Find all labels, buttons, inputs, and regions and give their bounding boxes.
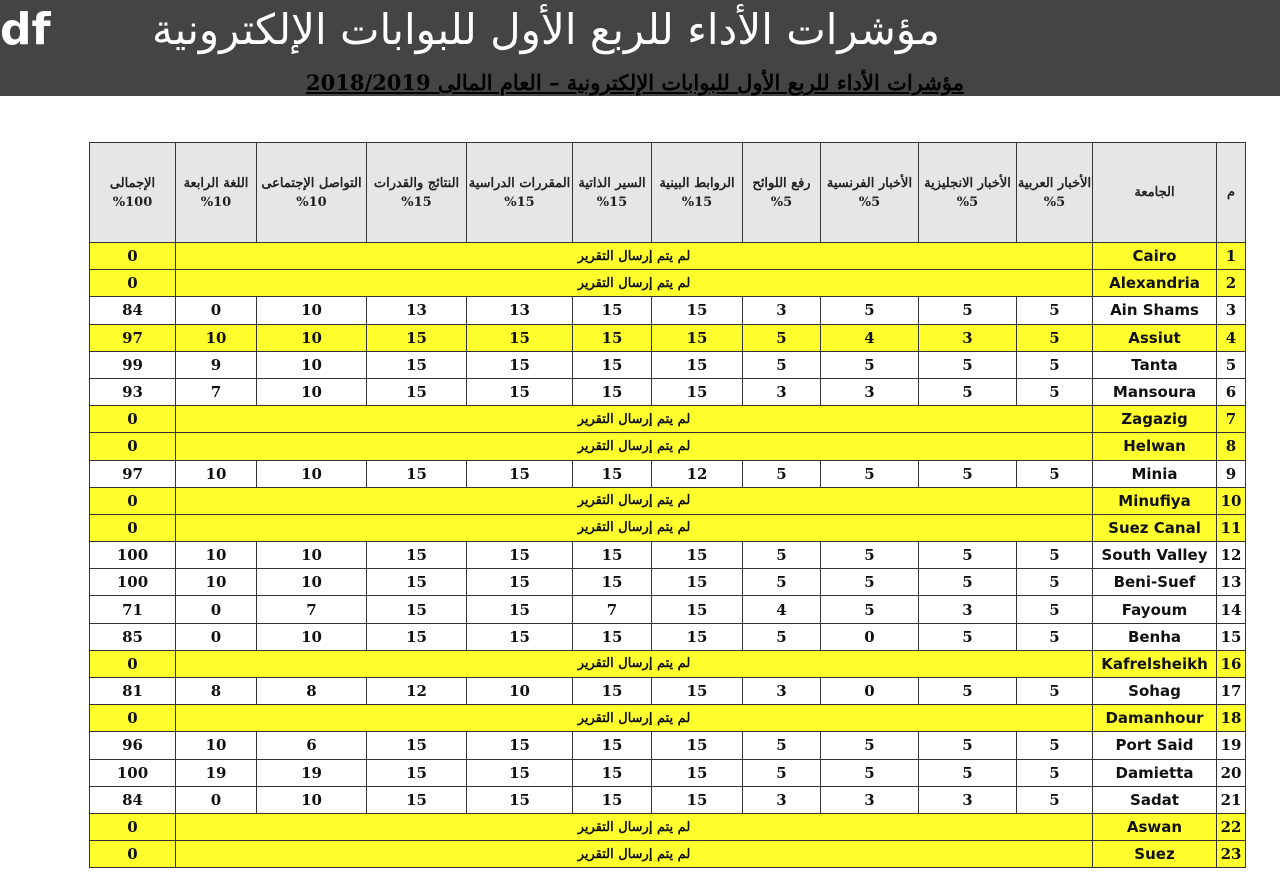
score-links: 15	[652, 569, 743, 596]
table-row	[90, 813, 1246, 840]
score-french-news: 5	[821, 297, 919, 324]
table-row	[90, 433, 1246, 460]
score-courses: 15	[467, 542, 573, 569]
total-score: 0	[90, 705, 176, 732]
total-score: 100	[90, 569, 176, 596]
score-social: 8	[257, 678, 367, 705]
university-name: Fayoum	[1093, 596, 1217, 623]
score-courses: 15	[467, 596, 573, 623]
score-regulations: 3	[743, 378, 821, 405]
score-social: 10	[257, 460, 367, 487]
university-name: Sohag	[1093, 678, 1217, 705]
score-links: 15	[652, 351, 743, 378]
score-social: 7	[257, 596, 367, 623]
score-french-news: 5	[821, 569, 919, 596]
score-french-news: 5	[821, 732, 919, 759]
score-cvs: 15	[573, 786, 652, 813]
header-outputs: النتائج والقدرات %15	[367, 143, 467, 243]
score-cvs: 15	[573, 351, 652, 378]
score-links: 12	[652, 460, 743, 487]
score-social: 10	[257, 542, 367, 569]
table-row	[90, 650, 1246, 677]
score-french-news: 5	[821, 542, 919, 569]
score-courses: 10	[467, 678, 573, 705]
row-number: 23	[1217, 841, 1246, 868]
score-fourth-language: 19	[176, 759, 257, 786]
university-name: South Valley	[1093, 542, 1217, 569]
report-not-sent-note: لم يتم إرسال التقرير	[176, 650, 1093, 677]
score-outputs: 15	[367, 623, 467, 650]
total-score: 100	[90, 759, 176, 786]
total-score: 97	[90, 460, 176, 487]
score-cvs: 15	[573, 324, 652, 351]
score-links: 15	[652, 678, 743, 705]
university-name: Sadat	[1093, 786, 1217, 813]
score-links: 15	[652, 759, 743, 786]
score-english-news: 5	[919, 732, 1017, 759]
score-outputs: 15	[367, 351, 467, 378]
score-social: 10	[257, 786, 367, 813]
row-number: 11	[1217, 514, 1246, 541]
score-french-news: 0	[821, 678, 919, 705]
report-not-sent-note: لم يتم إرسال التقرير	[176, 514, 1093, 541]
total-score: 0	[90, 433, 176, 460]
score-arabic-news: 5	[1017, 786, 1093, 813]
row-number: 7	[1217, 406, 1246, 433]
university-name: Mansoura	[1093, 378, 1217, 405]
university-name: Minufiya	[1093, 487, 1217, 514]
score-fourth-language: 8	[176, 678, 257, 705]
header-links: الروابط البينية %15	[652, 143, 743, 243]
table-row	[90, 759, 1246, 786]
score-fourth-language: 0	[176, 297, 257, 324]
total-score: 0	[90, 650, 176, 677]
score-fourth-language: 10	[176, 460, 257, 487]
table-row	[90, 406, 1246, 433]
row-number: 13	[1217, 569, 1246, 596]
row-number: 10	[1217, 487, 1246, 514]
row-number: 3	[1217, 297, 1246, 324]
row-number: 2	[1217, 270, 1246, 297]
score-outputs: 12	[367, 678, 467, 705]
score-english-news: 5	[919, 623, 1017, 650]
university-name: Suez Canal	[1093, 514, 1217, 541]
document-heading: مؤشرات الأداء للربع الأول للبوابات الإلكترونية – العام المالى 2018/2019	[306, 70, 964, 95]
report-not-sent-note: لم يتم إرسال التقرير	[176, 487, 1093, 514]
score-regulations: 3	[743, 678, 821, 705]
total-score: 97	[90, 324, 176, 351]
table-row	[90, 297, 1246, 324]
score-regulations: 5	[743, 542, 821, 569]
report-not-sent-note: لم يتم إرسال التقرير	[176, 406, 1093, 433]
score-arabic-news: 5	[1017, 678, 1093, 705]
score-french-news: 0	[821, 623, 919, 650]
score-regulations: 5	[743, 623, 821, 650]
score-fourth-language: 10	[176, 542, 257, 569]
score-social: 10	[257, 378, 367, 405]
score-french-news: 5	[821, 596, 919, 623]
score-cvs: 15	[573, 460, 652, 487]
score-courses: 15	[467, 378, 573, 405]
score-arabic-news: 5	[1017, 759, 1093, 786]
score-courses: 15	[467, 759, 573, 786]
header-total: الإجمالى %100	[90, 143, 176, 243]
row-number: 20	[1217, 759, 1246, 786]
score-cvs: 15	[573, 623, 652, 650]
table-row	[90, 732, 1246, 759]
score-social: 10	[257, 324, 367, 351]
university-name: Helwan	[1093, 433, 1217, 460]
table-row	[90, 270, 1246, 297]
score-outputs: 15	[367, 460, 467, 487]
score-arabic-news: 5	[1017, 297, 1093, 324]
total-score: 0	[90, 514, 176, 541]
score-cvs: 15	[573, 732, 652, 759]
table-row	[90, 487, 1246, 514]
header-social: التواصل الإجتماعى %10	[257, 143, 367, 243]
row-number: 6	[1217, 378, 1246, 405]
total-score: 81	[90, 678, 176, 705]
score-arabic-news: 5	[1017, 596, 1093, 623]
score-social: 6	[257, 732, 367, 759]
total-score: 0	[90, 487, 176, 514]
score-social: 10	[257, 569, 367, 596]
score-cvs: 15	[573, 297, 652, 324]
header-num: م	[1217, 143, 1246, 243]
score-french-news: 5	[821, 351, 919, 378]
score-regulations: 4	[743, 596, 821, 623]
score-english-news: 5	[919, 297, 1017, 324]
score-courses: 15	[467, 569, 573, 596]
score-english-news: 5	[919, 678, 1017, 705]
score-english-news: 5	[919, 351, 1017, 378]
table-row	[90, 705, 1246, 732]
score-links: 15	[652, 732, 743, 759]
row-number: 17	[1217, 678, 1246, 705]
table-row	[90, 378, 1246, 405]
header-courses: المقررات الدراسية %15	[467, 143, 573, 243]
row-number: 14	[1217, 596, 1246, 623]
row-number: 12	[1217, 542, 1246, 569]
score-courses: 15	[467, 324, 573, 351]
score-links: 15	[652, 297, 743, 324]
score-social: 10	[257, 623, 367, 650]
score-french-news: 4	[821, 324, 919, 351]
score-outputs: 15	[367, 732, 467, 759]
total-score: 0	[90, 813, 176, 840]
table-row	[90, 324, 1246, 351]
report-not-sent-note: لم يتم إرسال التقرير	[176, 841, 1093, 868]
row-number: 18	[1217, 705, 1246, 732]
table-row	[90, 351, 1246, 378]
table-row	[90, 841, 1246, 868]
total-score: 85	[90, 623, 176, 650]
table-row	[90, 460, 1246, 487]
score-outputs: 15	[367, 786, 467, 813]
score-regulations: 5	[743, 732, 821, 759]
row-number: 1	[1217, 243, 1246, 270]
score-arabic-news: 5	[1017, 732, 1093, 759]
table-row	[90, 514, 1246, 541]
score-fourth-language: 10	[176, 569, 257, 596]
score-courses: 15	[467, 623, 573, 650]
table-row	[90, 623, 1246, 650]
score-outputs: 15	[367, 378, 467, 405]
university-name: Alexandria	[1093, 270, 1217, 297]
score-fourth-language: 9	[176, 351, 257, 378]
score-fourth-language: 7	[176, 378, 257, 405]
score-cvs: 15	[573, 378, 652, 405]
row-number: 4	[1217, 324, 1246, 351]
score-regulations: 3	[743, 786, 821, 813]
total-score: 100	[90, 542, 176, 569]
row-number: 5	[1217, 351, 1246, 378]
table-row	[90, 569, 1246, 596]
score-cvs: 15	[573, 542, 652, 569]
score-english-news: 3	[919, 596, 1017, 623]
university-name: Damietta	[1093, 759, 1217, 786]
score-links: 15	[652, 786, 743, 813]
score-english-news: 5	[919, 460, 1017, 487]
score-french-news: 5	[821, 460, 919, 487]
university-name: Beni-Suef	[1093, 569, 1217, 596]
score-french-news: 3	[821, 786, 919, 813]
row-number: 16	[1217, 650, 1246, 677]
header-cvs: السير الذاتية %15	[573, 143, 652, 243]
score-courses: 15	[467, 460, 573, 487]
score-courses: 15	[467, 786, 573, 813]
score-arabic-news: 5	[1017, 623, 1093, 650]
score-english-news: 5	[919, 759, 1017, 786]
score-links: 15	[652, 542, 743, 569]
row-number: 21	[1217, 786, 1246, 813]
row-number: 22	[1217, 813, 1246, 840]
university-name: Cairo	[1093, 243, 1217, 270]
total-score: 0	[90, 841, 176, 868]
score-courses: 13	[467, 297, 573, 324]
score-links: 15	[652, 378, 743, 405]
table-row	[90, 596, 1246, 623]
score-english-news: 5	[919, 542, 1017, 569]
total-score: 96	[90, 732, 176, 759]
score-social: 10	[257, 351, 367, 378]
score-english-news: 5	[919, 378, 1017, 405]
report-not-sent-note: لم يتم إرسال التقرير	[176, 705, 1093, 732]
table-row	[90, 786, 1246, 813]
score-regulations: 5	[743, 759, 821, 786]
score-arabic-news: 5	[1017, 324, 1093, 351]
score-cvs: 7	[573, 596, 652, 623]
total-score: 0	[90, 243, 176, 270]
score-social: 10	[257, 297, 367, 324]
table-body	[90, 243, 1246, 868]
score-regulations: 3	[743, 297, 821, 324]
window-title: مؤشرات الأداء للربع الأول للبوابات الإلكترونية	[152, 5, 940, 54]
score-fourth-language: 10	[176, 324, 257, 351]
score-cvs: 15	[573, 569, 652, 596]
total-score: 0	[90, 406, 176, 433]
score-regulations: 5	[743, 324, 821, 351]
university-name: Zagazig	[1093, 406, 1217, 433]
score-english-news: 3	[919, 324, 1017, 351]
score-outputs: 15	[367, 569, 467, 596]
university-name: Minia	[1093, 460, 1217, 487]
total-score: 84	[90, 297, 176, 324]
score-english-news: 3	[919, 786, 1017, 813]
row-number: 8	[1217, 433, 1246, 460]
university-name: Port Said	[1093, 732, 1217, 759]
score-social: 19	[257, 759, 367, 786]
university-name: Assiut	[1093, 324, 1217, 351]
score-arabic-news: 5	[1017, 460, 1093, 487]
university-name: Kafrelsheikh	[1093, 650, 1217, 677]
report-not-sent-note: لم يتم إرسال التقرير	[176, 433, 1093, 460]
university-name: Suez	[1093, 841, 1217, 868]
row-number: 9	[1217, 460, 1246, 487]
score-arabic-news: 5	[1017, 542, 1093, 569]
row-number: 15	[1217, 623, 1246, 650]
score-cvs: 15	[573, 759, 652, 786]
score-outputs: 13	[367, 297, 467, 324]
report-not-sent-note: لم يتم إرسال التقرير	[176, 243, 1093, 270]
header-english-news: الأخبار الانجليزية %5	[919, 143, 1017, 243]
score-courses: 15	[467, 732, 573, 759]
score-cvs: 15	[573, 678, 652, 705]
report-not-sent-note: لم يتم إرسال التقرير	[176, 270, 1093, 297]
score-courses: 15	[467, 351, 573, 378]
total-score: 93	[90, 378, 176, 405]
score-regulations: 5	[743, 351, 821, 378]
report-not-sent-note: لم يتم إرسال التقرير	[176, 813, 1093, 840]
table-row	[90, 243, 1246, 270]
score-regulations: 5	[743, 569, 821, 596]
table-row	[90, 542, 1246, 569]
header-arabic-news: الأخبار العربية %5	[1017, 143, 1093, 243]
score-outputs: 15	[367, 542, 467, 569]
score-french-news: 5	[821, 759, 919, 786]
score-english-news: 5	[919, 569, 1017, 596]
university-name: Aswan	[1093, 813, 1217, 840]
university-name: Ain Shams	[1093, 297, 1217, 324]
score-links: 15	[652, 596, 743, 623]
header-fourth-language: اللغة الرابعة %10	[176, 143, 257, 243]
score-fourth-language: 0	[176, 596, 257, 623]
header-regulations: رفع اللوائح %5	[743, 143, 821, 243]
total-score: 99	[90, 351, 176, 378]
score-outputs: 15	[367, 759, 467, 786]
header-university: الجامعة	[1093, 143, 1217, 243]
row-number: 19	[1217, 732, 1246, 759]
table-header-row	[90, 143, 1246, 243]
score-arabic-news: 5	[1017, 378, 1093, 405]
score-arabic-news: 5	[1017, 569, 1093, 596]
score-outputs: 15	[367, 324, 467, 351]
total-score: 84	[90, 786, 176, 813]
score-fourth-language: 0	[176, 623, 257, 650]
university-name: Damanhour	[1093, 705, 1217, 732]
university-name: Tanta	[1093, 351, 1217, 378]
score-french-news: 3	[821, 378, 919, 405]
university-name: Benha	[1093, 623, 1217, 650]
performance-table	[89, 142, 1246, 868]
total-score: 71	[90, 596, 176, 623]
header-french-news: الأخبار الفرنسية %5	[821, 143, 919, 243]
score-links: 15	[652, 324, 743, 351]
score-regulations: 5	[743, 460, 821, 487]
score-fourth-language: 0	[176, 786, 257, 813]
table-row	[90, 678, 1246, 705]
score-links: 15	[652, 623, 743, 650]
window-title-suffix: df	[0, 4, 51, 55]
score-fourth-language: 10	[176, 732, 257, 759]
score-arabic-news: 5	[1017, 351, 1093, 378]
score-outputs: 15	[367, 596, 467, 623]
total-score: 0	[90, 270, 176, 297]
